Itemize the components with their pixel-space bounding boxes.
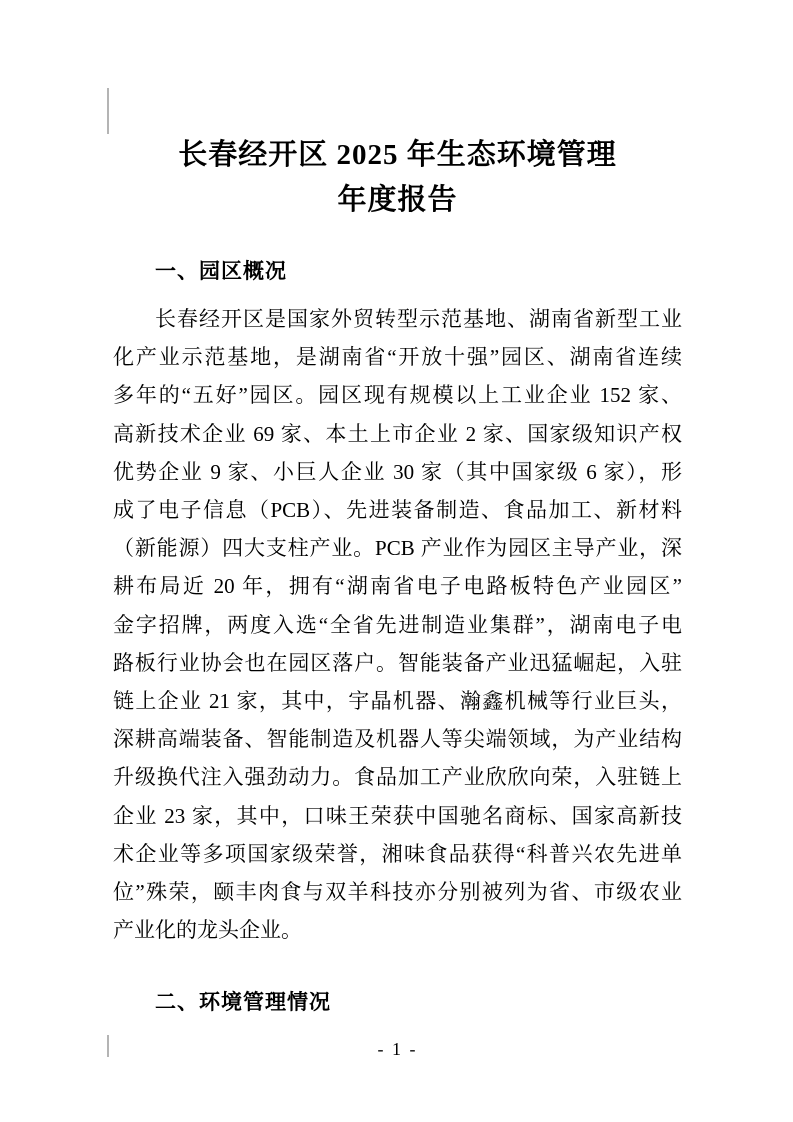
paragraph-line: 产业化的龙头企业。 — [113, 918, 302, 943]
paragraph-line: 企业 23 家，其中，口味王荣获中国驰名商标、国家高新技 — [113, 803, 682, 828]
paragraph-line: 位”殊荣，颐丰肉食与双羊科技亦分别被列为省、市级农业 — [113, 880, 682, 905]
paragraph-line: 多年的“五好”园区。园区现有规模以上工业企业 152 家、 — [113, 383, 682, 408]
paragraph-line: 金字招牌，两度入选“全省先进制造业集群”，湖南电子电 — [113, 612, 682, 637]
document-title — [113, 133, 682, 223]
document-title-line2: 年度报告 — [337, 184, 458, 216]
section-heading-1: 一、园区概况 — [155, 260, 287, 283]
paragraph-line: 链上企业 21 家，其中，宇晶机器、瀚鑫机械等行业巨头， — [113, 689, 682, 714]
paragraph-line: 路板行业协会也在园区落户。智能装备产业迅猛崛起，入驻 — [113, 650, 682, 675]
text-boundary-mark-bottom — [107, 1035, 109, 1057]
paragraph-line: 成了电子信息（PCB）、先进装备制造、食品加工、新材料 — [113, 498, 682, 523]
document-title-line1: 长春经开区 2025 年生态环境管理 — [178, 139, 617, 171]
section-1-paragraph — [113, 300, 682, 949]
section-heading-2: 二、环境管理情况 — [155, 991, 331, 1014]
paragraph-line: 高新技术企业 69 家、本土上市企业 2 家、国家级知识产权 — [113, 421, 682, 446]
paragraph-line: 化产业示范基地，是湖南省“开放十强”园区、湖南省连续 — [113, 345, 682, 370]
paragraph-line: 优势企业 9 家、小巨人企业 30 家（其中国家级 6 家），形 — [113, 459, 682, 484]
paragraph-line: 耕布局近 20 年，拥有“湖南省电子电路板特色产业园区” — [113, 574, 682, 599]
paragraph-line: 术企业等多项国家级荣誉，湘味食品获得“科普兴农先进单 — [113, 841, 682, 866]
paragraph-line: 长春经开区是国家外贸转型示范基地、湖南省新型工业 — [155, 307, 682, 331]
page-number: - 1 - — [377, 1039, 418, 1059]
paragraph-line: 升级换代注入强劲动力。食品加工产业欣欣向荣，入驻链上 — [113, 765, 682, 790]
paragraph-line: 深耕高端装备、智能制造及机器人等尖端领域，为产业结构 — [113, 727, 682, 752]
text-boundary-mark-top — [107, 88, 109, 134]
paragraph-line: （新能源）四大支柱产业。PCB 产业作为园区主导产业，深 — [113, 536, 682, 561]
